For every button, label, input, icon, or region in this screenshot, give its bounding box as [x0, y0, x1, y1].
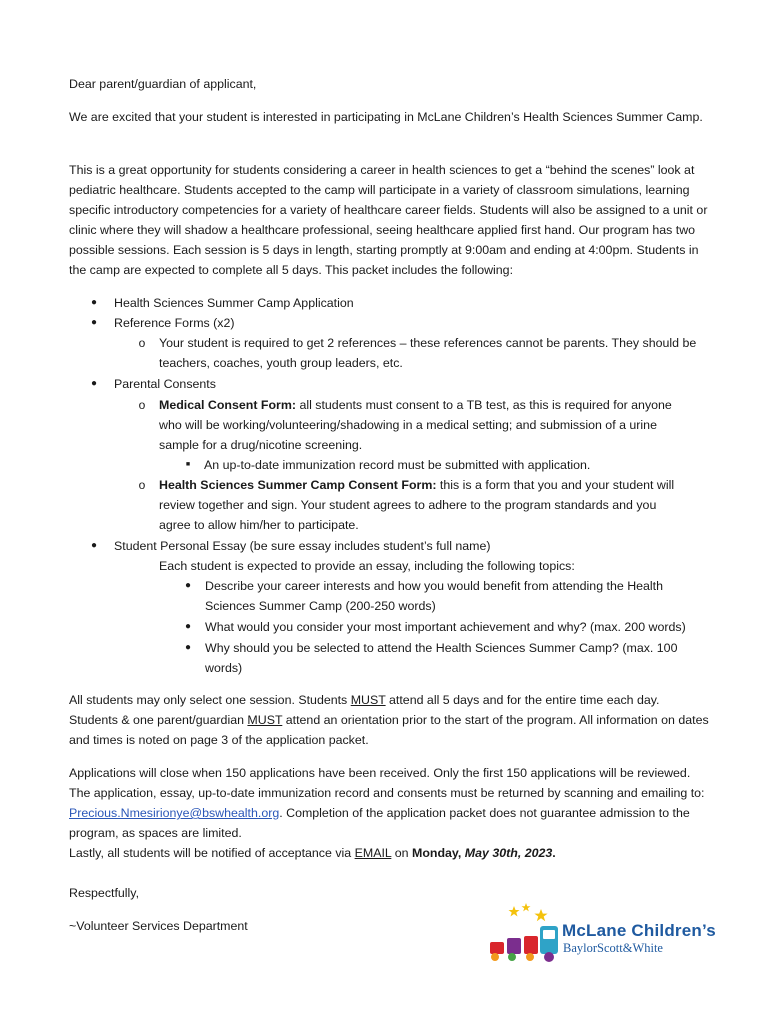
bullet-disc-icon: ●	[90, 317, 98, 328]
applications-paragraph: Applications will close when 150 applications have been received. Only the first 150 applications will be reviewed. The application, essay, up-to-date immunization record and consents must be returned by scanning and emailing to: Precious.Nmesirionye@bswhealth.org. Completion of the application packet does not guarantee admission to the program, as spaces are limited. Lastly, all students will be notified of acceptance via EMAIL on Monday, May 30th, 2023.	[69, 766, 705, 860]
logo-title: McLane Children’s	[562, 921, 716, 940]
bullet-disc-icon: ●	[90, 297, 98, 308]
letter-page: Dear parent/guardian of applicant, We are excited that your student is interested in participating in McLane Children’s Health Sciences Summer Camp. This is a great opportunity for students considering a career in health sciences to get a “behind the scenes” look at pediatric healthcare. Students accepted to the camp will participate in a variety of classroom simulations, learning specific introductory competencies for a variety of healthcare career fields. Students will also be assigned to a unit or clinic where they will shadow a healthcare professional, seeing healthcare applied first hand. Our program has two possible sessions. Each session is 5 days in length, starting promptly at 9:00am and ending at 4:00pm. Students in the camp are expected to complete all 5 days. This packet includes the following: ● Health Sciences Summer Camp Application ● Reference Forms (x2) o Your student is required to get 2 references – these references cannot be parents. They should be teachers, coaches, youth group leaders, etc. ● Parental Consents o Medical Consent Form: all students must consent to a TB test, as this is required for anyone who will be working/volunteering/shadowing in a medical setting; and submission of a urine sample for a drug/nicotine screening. ■ An up-to-date immunization record must be submitted with application. o Health Sciences Summer Camp Consent Form: this is a form that you and your student will review together and sign. Your student agrees to adhere to the program standards and you agree to allow him/her to participate. ● Student Personal Essay (be sure essay includes student’s full name) Each student is expected to provide an essay, including the following topics: ● Describe your career interests and how you would benefit from attending the Health Sciences Summer Camp (200-250 words) ● What would you consider your most important achievement and why? (max. 200 words) ● Why should you be selected to attend the Health Sciences Summer Camp? (max. 100 words) All students may only select one session. Students MUST attend all 5 days and for the entire time each day. Students & one parent/guardian MUST attend an orientation prior to the start of the program. All information on dates and times is noted on page 3 of the application packet. Applications will close when 150 applications have been received. Only the first 150 applications will be reviewed. The application, essay, up-to-date immunization record and consents must be returned by scanning and emailing to: Precious.Nmesirionye@bswhealth.org. Completion of the application packet does not guarantee admission to the program, as spaces are limited. Lastly, all students will be notified of acceptance via EMAIL on Monday, May 30th, 2023. Respectfully, ~Volunteer Services Department McLane Children’s BaylorScott&White	[0, 0, 770, 1024]
signature: ~Volunteer Services Department	[69, 919, 248, 933]
bullet-square-icon: ■	[185, 461, 191, 468]
bullet-circle-icon: o	[138, 398, 146, 412]
bullet-circle-icon: o	[138, 336, 146, 350]
must-emphasis: MUST	[247, 713, 283, 727]
medical-consent-label: Medical Consent Form:	[159, 398, 296, 412]
logo-subtitle: BaylorScott&White	[563, 941, 663, 955]
overview-paragraph: This is a great opportunity for students considering a career in health sciences to get a “behind the scenes” look at pediatric healthcare. Students accepted to the camp will participate in a variety of classroom simulations, learning specific introductory competencies for a variety of healthcare career fields. Students will also be assigned to a unit or clinic where they will shadow a healthcare professional, seeing healthcare applied first hand. Our program has two possible sessions. Each session is 5 days in length, starting promptly at 9:00am and ending at 4:00pm. Students in the camp are expected to complete all 5 days. This packet includes the following:	[69, 163, 708, 277]
email-emphasis: EMAIL	[354, 846, 392, 860]
notification-date: May 30th, 2023	[464, 846, 553, 860]
bullet-disc-icon: ●	[184, 580, 192, 591]
attendance-paragraph: All students may only select one session. Students MUST attend all 5 days and for the entire time each day. Students & one parent/guardian MUST attend an orientation prior to the start of the program. All information on dates and times is noted on page 3 of the application packet.	[69, 693, 709, 747]
must-emphasis: MUST	[350, 693, 386, 707]
essay-intro: Each student is expected to provide an essay, including the following topics:	[159, 559, 575, 573]
camp-consent-label: Health Sciences Summer Camp Consent Form:	[159, 478, 437, 492]
star-icon	[509, 906, 520, 917]
star-icon	[534, 909, 547, 921]
closing: Respectfully,	[69, 886, 140, 900]
train-icon	[490, 926, 558, 962]
star-icon	[522, 903, 531, 911]
bullet-disc-icon: ●	[184, 642, 192, 653]
bullet-circle-icon: o	[138, 478, 146, 492]
bullet-disc-icon: ●	[90, 378, 98, 389]
bullet-disc-icon: ●	[90, 540, 98, 551]
bullet-disc-icon: ●	[184, 621, 192, 632]
salutation: Dear parent/guardian of applicant,	[69, 77, 257, 91]
intro-paragraph: We are excited that your student is interested in participating in McLane Children’s Health Sciences Summer Camp.	[69, 110, 703, 124]
email-link[interactable]: Precious.Nmesirionye@bswhealth.org	[69, 806, 280, 820]
